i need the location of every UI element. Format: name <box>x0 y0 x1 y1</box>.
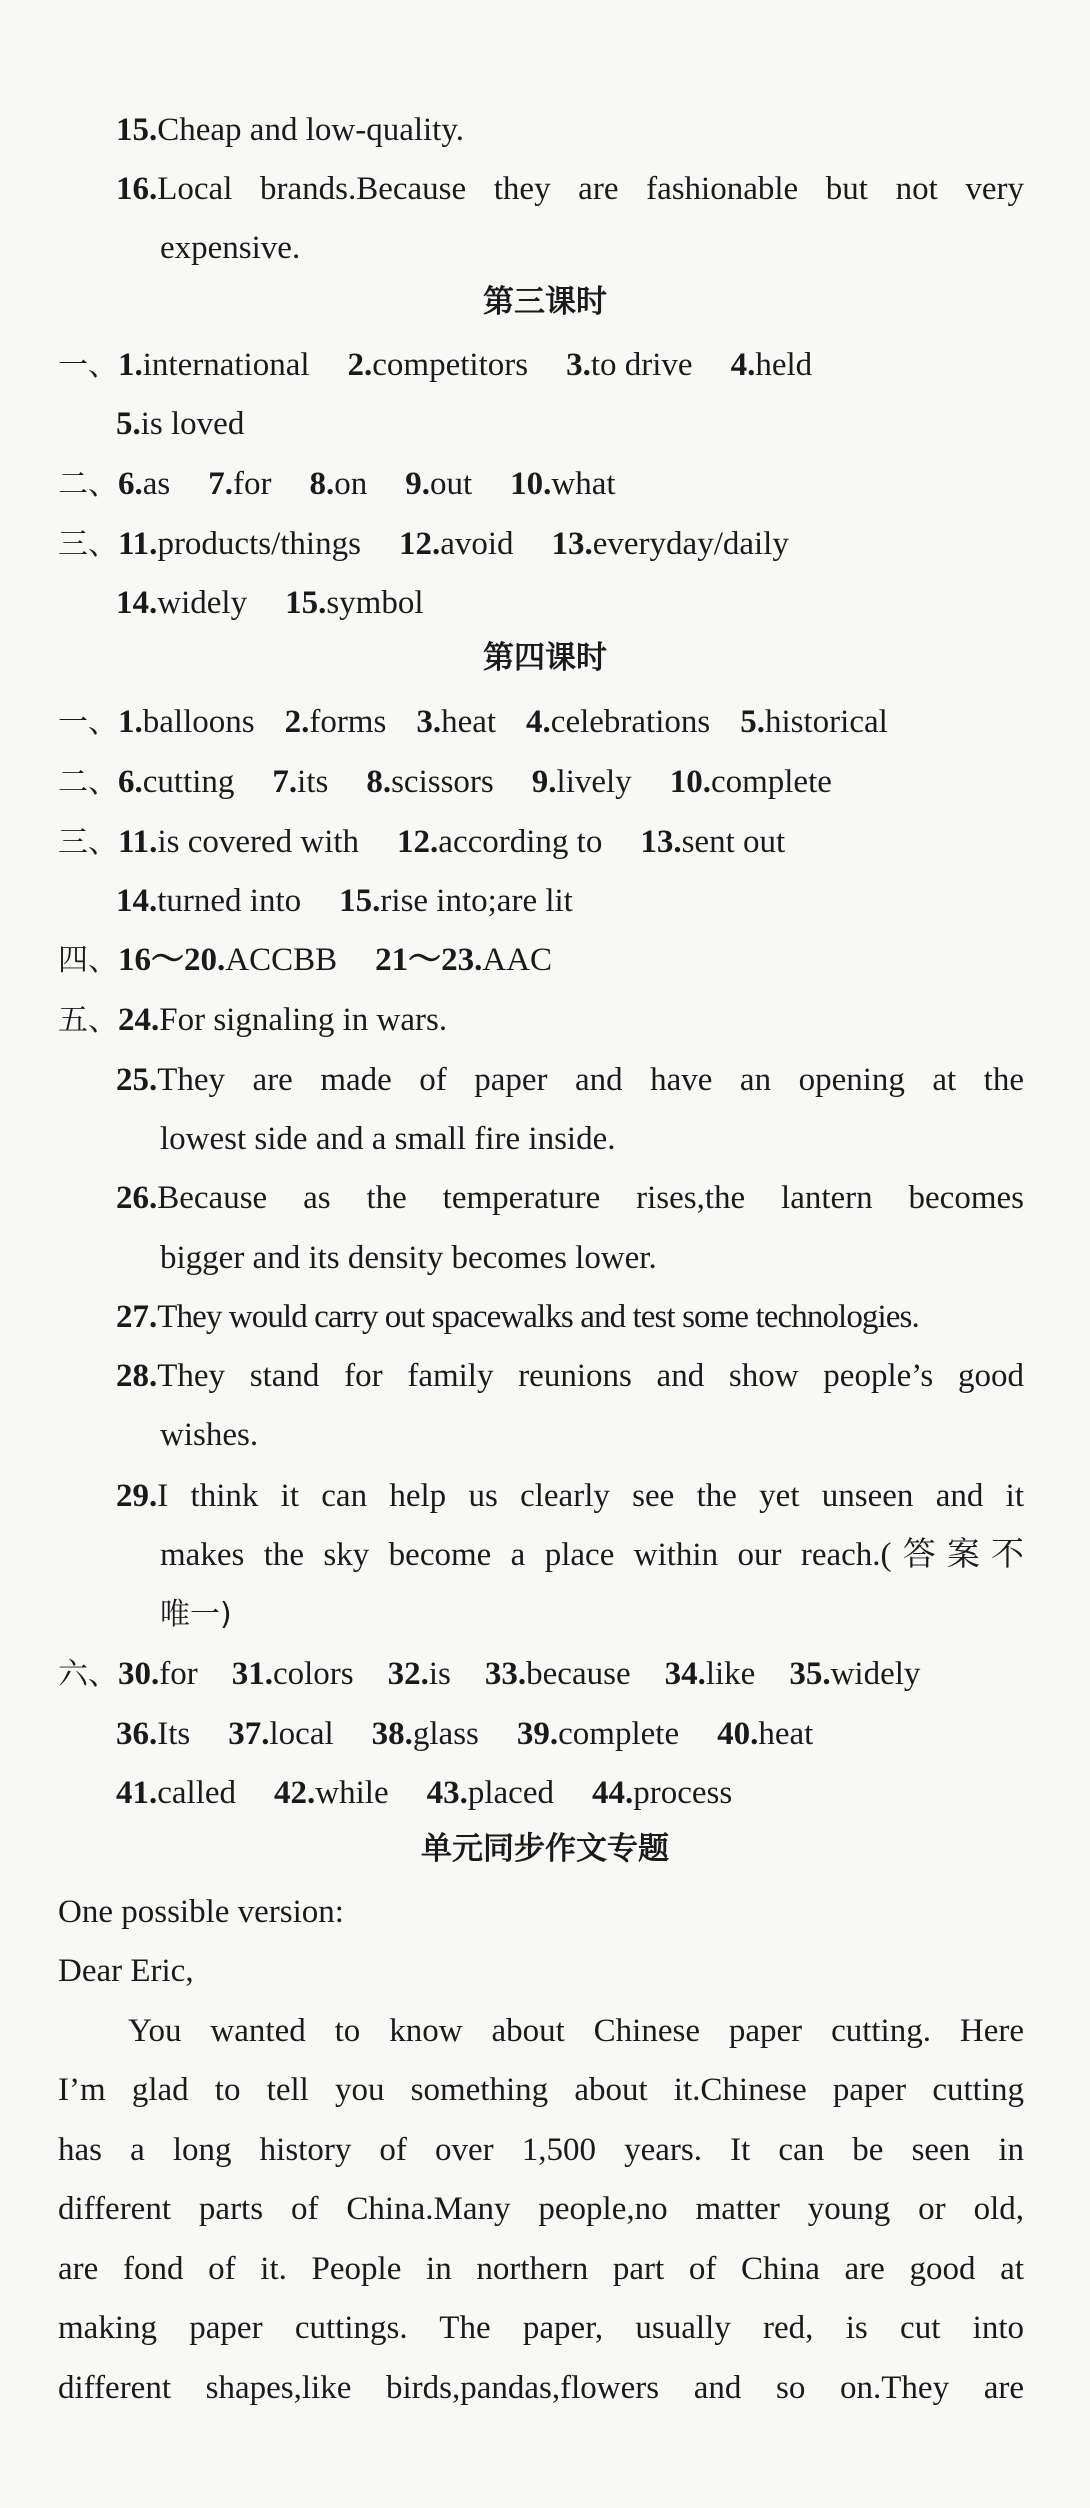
question-number: 5. <box>740 704 765 740</box>
question-number: 30. <box>118 1656 160 1692</box>
answer-text: makes the sky become a place within our reach.(答案不 <box>160 1537 1024 1573</box>
answer-text: is loved <box>140 406 245 442</box>
answer-text: avoid <box>440 526 514 562</box>
answer-text: balloons <box>142 704 255 740</box>
question-number: 24. <box>118 1002 160 1038</box>
answer-text: glass <box>412 1716 479 1752</box>
question-number: 14. <box>116 585 158 621</box>
answer-16-line1 <box>116 167 1024 211</box>
question-number: 27. <box>116 1299 158 1335</box>
answer-text: Cheap and low-quality. <box>157 112 464 148</box>
answer-text: 四、 <box>58 943 118 978</box>
answer-text: according to <box>438 824 603 860</box>
answer-text: 一、 <box>58 348 118 383</box>
lesson4-sec3-row1 <box>58 820 785 864</box>
answer-text: is covered with <box>157 824 360 860</box>
answer-text: They stand for family reunions and show people’s good <box>157 1358 1024 1394</box>
lesson4-sec4-row1 <box>58 938 552 982</box>
lesson3-sec2-row1 <box>58 462 616 506</box>
question-number: 26. <box>116 1180 158 1216</box>
question-number: 1. <box>118 347 143 383</box>
answer-27 <box>116 1295 1024 1339</box>
question-number: 25. <box>116 1062 158 1098</box>
question-number: 3. <box>416 704 442 740</box>
answer-29-line1 <box>116 1474 1024 1518</box>
answer-text: bigger and its density becomes lower. <box>160 1240 657 1276</box>
writing-line: different parts of China.Many people,no matter young or old, <box>58 2191 1024 2227</box>
answer-29-line2 <box>160 1533 1024 1577</box>
answer-26-line2 <box>160 1236 657 1280</box>
answer-text: cutting <box>142 764 235 800</box>
answer-text: 六、 <box>58 1657 118 1692</box>
question-number: 2. <box>347 347 373 383</box>
answer-text: They would carry out spacewalks and test some technologies. <box>157 1299 919 1335</box>
question-number: 7. <box>208 466 233 502</box>
answer-text: complete <box>558 1716 680 1752</box>
question-number: 1. <box>118 704 143 740</box>
answer-text: Local brands.Because they are fashionable but not very <box>157 171 1024 207</box>
question-number: 9. <box>531 764 557 800</box>
answer-text: heat <box>441 704 497 740</box>
writing-line: You wanted to know about Chinese paper cutting. Here <box>128 2013 1024 2049</box>
answer-text: 五、 <box>58 1003 118 1038</box>
answer-text: international <box>142 347 310 383</box>
answer-text: for <box>233 466 272 502</box>
question-number: 11. <box>118 526 158 562</box>
answer-text: as <box>142 466 171 502</box>
question-number: 8. <box>309 466 335 502</box>
question-number: 11. <box>118 824 158 860</box>
answer-text: scissors <box>391 764 494 800</box>
answer-text: widely <box>830 1656 921 1692</box>
question-number: 40. <box>717 1716 759 1752</box>
answer-text: 一、 <box>58 705 118 740</box>
question-number: 16. <box>116 171 158 207</box>
answer-text: is <box>428 1656 451 1692</box>
writing-line: making paper cuttings. The paper, usually red, is cut into <box>58 2310 1024 2346</box>
answer-text: complete <box>710 764 832 800</box>
answer-text: 二、 <box>58 467 118 502</box>
writing-salutation: Dear Eric, <box>58 1953 194 1989</box>
question-number: 33. <box>484 1656 527 1692</box>
question-number: 10. <box>510 466 552 502</box>
answer-text: sent out <box>681 824 786 860</box>
writing-line: has a long history of over 1,500 years. It can be seen in <box>58 2132 1024 2168</box>
lesson3-sec3-row1 <box>58 522 789 566</box>
lesson3-sec3-row2 <box>116 581 424 625</box>
answer-15 <box>116 108 464 152</box>
answer-text: expensive. <box>160 230 301 266</box>
answer-text: while <box>315 1775 389 1811</box>
answer-text: out <box>429 466 473 502</box>
answer-text: like <box>705 1656 756 1692</box>
lesson4-sec6-row1 <box>58 1652 920 1696</box>
answer-text: celebrations <box>550 704 711 740</box>
question-number: 7. <box>272 764 298 800</box>
lesson4-heading: 第四课时 <box>483 640 607 676</box>
writing-line: are fond of it. People in northern part of China are good at <box>58 2251 1024 2287</box>
answer-text: lowest side and a small fire inside. <box>160 1121 616 1157</box>
question-number: 29. <box>116 1478 158 1514</box>
question-number: 10. <box>669 764 711 800</box>
question-number: 15. <box>116 112 158 148</box>
answer-text: heat <box>758 1716 814 1752</box>
question-number: 38. <box>371 1716 413 1752</box>
question-number: 14. <box>116 883 158 919</box>
question-number: 13. <box>640 824 682 860</box>
question-number: 35. <box>789 1656 831 1692</box>
answer-text: process <box>633 1775 733 1811</box>
question-number: 41. <box>116 1775 158 1811</box>
answer-29-line3 <box>160 1592 232 1636</box>
question-number: 8. <box>366 764 392 800</box>
question-number: 4. <box>730 347 756 383</box>
answer-text: Its <box>157 1716 191 1752</box>
question-number: 21～23. <box>375 942 483 978</box>
question-number: 3. <box>566 347 591 383</box>
answer-text: for <box>159 1656 198 1692</box>
answer-28-line2 <box>160 1413 258 1457</box>
question-number: 16～20. <box>118 942 226 978</box>
answer-text: lively <box>556 764 632 800</box>
answer-text: forms <box>309 704 387 740</box>
answer-28-line1 <box>116 1354 1024 1398</box>
question-number: 44. <box>591 1775 634 1811</box>
answer-text: symbol <box>326 585 424 621</box>
answer-text: competitors <box>372 347 529 383</box>
question-number: 36. <box>116 1716 158 1752</box>
question-number: 4. <box>526 704 551 740</box>
answer-25-line2 <box>160 1117 615 1161</box>
answer-text: 三、 <box>58 527 118 562</box>
answer-text: what <box>551 466 616 502</box>
question-number: 39. <box>516 1716 559 1752</box>
answer-text: placed <box>467 1775 554 1811</box>
answer-16-line2 <box>160 226 300 270</box>
answer-text: because <box>526 1656 631 1692</box>
lesson3-sec1-row2 <box>116 402 244 446</box>
question-number: 34. <box>664 1656 706 1692</box>
answer-text: held <box>755 347 813 383</box>
writing-intro: One possible version: <box>58 1894 344 1930</box>
answer-text: 二、 <box>58 765 118 800</box>
answer-text: ACCBB <box>225 942 338 978</box>
question-number: 42. <box>274 1775 316 1811</box>
answer-24 <box>58 998 447 1042</box>
question-number: 2. <box>284 704 310 740</box>
lesson4-sec6-row3 <box>116 1771 732 1815</box>
question-number: 28. <box>116 1358 158 1394</box>
question-number: 12. <box>397 824 439 860</box>
question-number: 5. <box>116 406 141 442</box>
lesson4-sec3-row2 <box>116 879 573 923</box>
question-number: 15. <box>285 585 327 621</box>
answer-text: called <box>157 1775 237 1811</box>
question-number: 37. <box>228 1716 270 1752</box>
answer-text: wishes. <box>160 1417 259 1453</box>
answer-text: turned into <box>157 883 302 919</box>
question-number: 9. <box>405 466 430 502</box>
answer-text: I think it can help us clearly see the yet unseen and it <box>157 1478 1024 1514</box>
question-number: 15. <box>339 883 381 919</box>
question-number: 32. <box>387 1656 429 1692</box>
lesson4-sec6-row2 <box>116 1712 813 1756</box>
answer-text: everyday/daily <box>592 526 789 562</box>
question-number: 12. <box>398 526 441 562</box>
writing-line: different shapes,like birds,pandas,flowers and so on.They are <box>58 2370 1024 2406</box>
answer-25-line1 <box>116 1058 1024 1102</box>
question-number: 43. <box>426 1775 468 1811</box>
answer-text: historical <box>764 704 888 740</box>
question-number: 13. <box>551 526 593 562</box>
answer-text: rise into;are lit <box>380 883 573 919</box>
answer-26-line1 <box>116 1176 1024 1220</box>
question-number: 6. <box>118 466 143 502</box>
lesson4-sec2-row1 <box>58 760 832 804</box>
answer-text: Because as the temperature rises,the lantern becomes <box>157 1180 1024 1216</box>
lesson3-sec1-row1 <box>58 343 812 387</box>
answer-text: on <box>334 466 368 502</box>
answer-text: For signaling in wars. <box>159 1002 448 1038</box>
answer-text: 三、 <box>58 825 118 860</box>
answer-text: products/things <box>157 526 361 562</box>
answer-text: colors <box>272 1656 354 1692</box>
question-number: 31. <box>231 1656 273 1692</box>
question-number: 6. <box>118 764 143 800</box>
answer-text: local <box>269 1716 334 1752</box>
answer-text: AAC <box>482 942 553 978</box>
lesson3-heading: 第三课时 <box>483 284 607 320</box>
writing-heading: 单元同步作文专题 <box>421 1831 669 1867</box>
answer-text: widely <box>157 585 248 621</box>
answer-text: They are made of paper and have an opening at the <box>157 1062 1024 1098</box>
answer-text: to drive <box>590 347 693 383</box>
answer-text: 唯一) <box>160 1597 232 1632</box>
lesson4-sec1-row1 <box>58 700 888 744</box>
writing-line: I’m glad to tell you something about it.Chinese paper cutting <box>58 2072 1024 2108</box>
answer-text: its <box>297 764 329 800</box>
